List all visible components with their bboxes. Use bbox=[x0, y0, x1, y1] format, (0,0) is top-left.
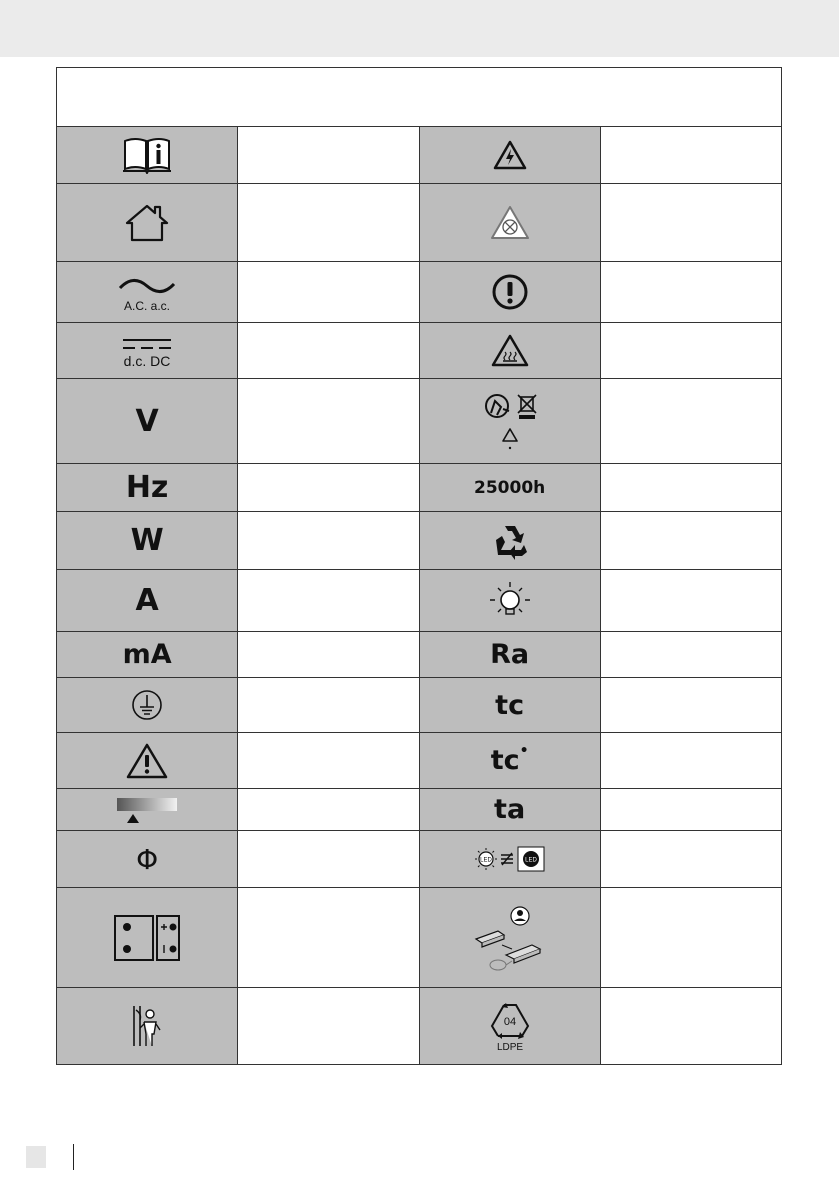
table-cell bbox=[238, 379, 419, 464]
table-cell bbox=[238, 323, 419, 379]
table-cell bbox=[238, 262, 419, 323]
no-pressure-gauge-triangle-icon bbox=[419, 184, 600, 262]
led-label-right: LED bbox=[524, 857, 537, 864]
symbol-table bbox=[56, 67, 782, 1065]
table-cell bbox=[600, 464, 781, 512]
protective-earth-icon bbox=[57, 678, 238, 733]
milliampere-symbol: mA bbox=[122, 639, 172, 670]
table-cell bbox=[600, 888, 781, 988]
disposal-recycling-icon bbox=[419, 379, 600, 464]
table-cell bbox=[238, 184, 419, 262]
table-cell bbox=[600, 570, 781, 632]
hot-surface-warning-icon bbox=[419, 323, 600, 379]
hertz-icon bbox=[57, 464, 238, 512]
tc-dot-mark: • bbox=[519, 743, 529, 759]
warning-triangle-icon bbox=[57, 733, 238, 789]
table-cell bbox=[600, 831, 781, 888]
milliampere-icon bbox=[57, 632, 238, 678]
recycle-icon bbox=[419, 512, 600, 570]
table-cell bbox=[238, 464, 419, 512]
ldpe-code: 04 bbox=[503, 1016, 516, 1028]
color-rendering-symbol: Ra bbox=[490, 639, 530, 670]
table-cell bbox=[238, 733, 419, 789]
color-rendering-icon bbox=[419, 632, 600, 678]
table-cell bbox=[600, 184, 781, 262]
table-row bbox=[57, 988, 782, 1065]
table-row bbox=[57, 262, 782, 323]
page-number-block bbox=[26, 1146, 46, 1168]
direct-current-icon bbox=[57, 323, 238, 379]
ldpe-recycling-icon bbox=[419, 988, 600, 1065]
table-row bbox=[57, 831, 782, 888]
table-row bbox=[57, 570, 782, 632]
table-row bbox=[57, 678, 782, 733]
lifetime-hours-symbol: 25000h bbox=[474, 477, 546, 498]
led-label-left: LED bbox=[479, 857, 492, 864]
volt-icon bbox=[57, 379, 238, 464]
ldpe-label: LDPE bbox=[496, 1042, 523, 1053]
dimmable-gradient-icon bbox=[57, 789, 238, 831]
top-bar bbox=[0, 0, 839, 57]
driver-replacement-icon bbox=[419, 888, 600, 988]
table-header-cell bbox=[57, 68, 782, 127]
table-row bbox=[57, 632, 782, 678]
table-cell bbox=[238, 570, 419, 632]
table-cell bbox=[238, 988, 419, 1065]
table-cell bbox=[600, 632, 781, 678]
light-bulb-icon bbox=[419, 570, 600, 632]
table-row bbox=[57, 733, 782, 789]
ta-icon bbox=[419, 789, 600, 831]
tc-dot-icon bbox=[419, 733, 600, 789]
tc-icon bbox=[419, 678, 600, 733]
table-cell bbox=[238, 678, 419, 733]
tc-symbol: tc bbox=[495, 689, 525, 721]
table-row bbox=[57, 379, 782, 464]
table-cell bbox=[600, 789, 781, 831]
table-row bbox=[57, 512, 782, 570]
table-cell bbox=[600, 127, 781, 184]
exclamation-circle-icon bbox=[419, 262, 600, 323]
ampere-symbol: A bbox=[135, 583, 159, 618]
table-row bbox=[57, 464, 782, 512]
table-cell bbox=[238, 632, 419, 678]
table-cell bbox=[238, 789, 419, 831]
table-cell bbox=[238, 831, 419, 888]
table-cell bbox=[600, 262, 781, 323]
table-cell bbox=[600, 988, 781, 1065]
alternating-current-icon bbox=[57, 262, 238, 323]
table-cell bbox=[600, 678, 781, 733]
ac-label: A.C. a.c. bbox=[124, 299, 171, 313]
table-cell bbox=[238, 888, 419, 988]
table-header-row bbox=[57, 68, 782, 127]
footer-divider bbox=[73, 1144, 74, 1170]
table-cell bbox=[600, 379, 781, 464]
table-cell bbox=[600, 323, 781, 379]
led-not-replaceable-icon bbox=[419, 831, 600, 888]
table-row bbox=[57, 323, 782, 379]
lifetime-hours-icon bbox=[419, 464, 600, 512]
luminous-flux-icon bbox=[57, 831, 238, 888]
read-instructions-icon bbox=[57, 127, 238, 184]
table-cell bbox=[238, 127, 419, 184]
table-row bbox=[57, 127, 782, 184]
table-row bbox=[57, 184, 782, 262]
watt-icon bbox=[57, 512, 238, 570]
child-safety-icon bbox=[57, 988, 238, 1065]
volt-symbol: V bbox=[135, 403, 159, 439]
table-cell bbox=[238, 512, 419, 570]
hertz-symbol: Hz bbox=[125, 470, 169, 505]
indoor-use-icon bbox=[57, 184, 238, 262]
table-cell bbox=[600, 512, 781, 570]
electric-shock-warning-icon bbox=[419, 127, 600, 184]
watt-symbol: W bbox=[130, 523, 164, 558]
table-row bbox=[57, 789, 782, 831]
luminous-flux-symbol: Φ bbox=[136, 842, 159, 876]
tc-dot-symbol: tc bbox=[490, 745, 520, 776]
table-cell bbox=[600, 733, 781, 789]
dc-label: d.c. DC bbox=[123, 352, 171, 369]
ta-symbol: ta bbox=[494, 794, 526, 825]
table-row bbox=[57, 888, 782, 988]
ampere-icon bbox=[57, 570, 238, 632]
terminal-block-icon bbox=[57, 888, 238, 988]
